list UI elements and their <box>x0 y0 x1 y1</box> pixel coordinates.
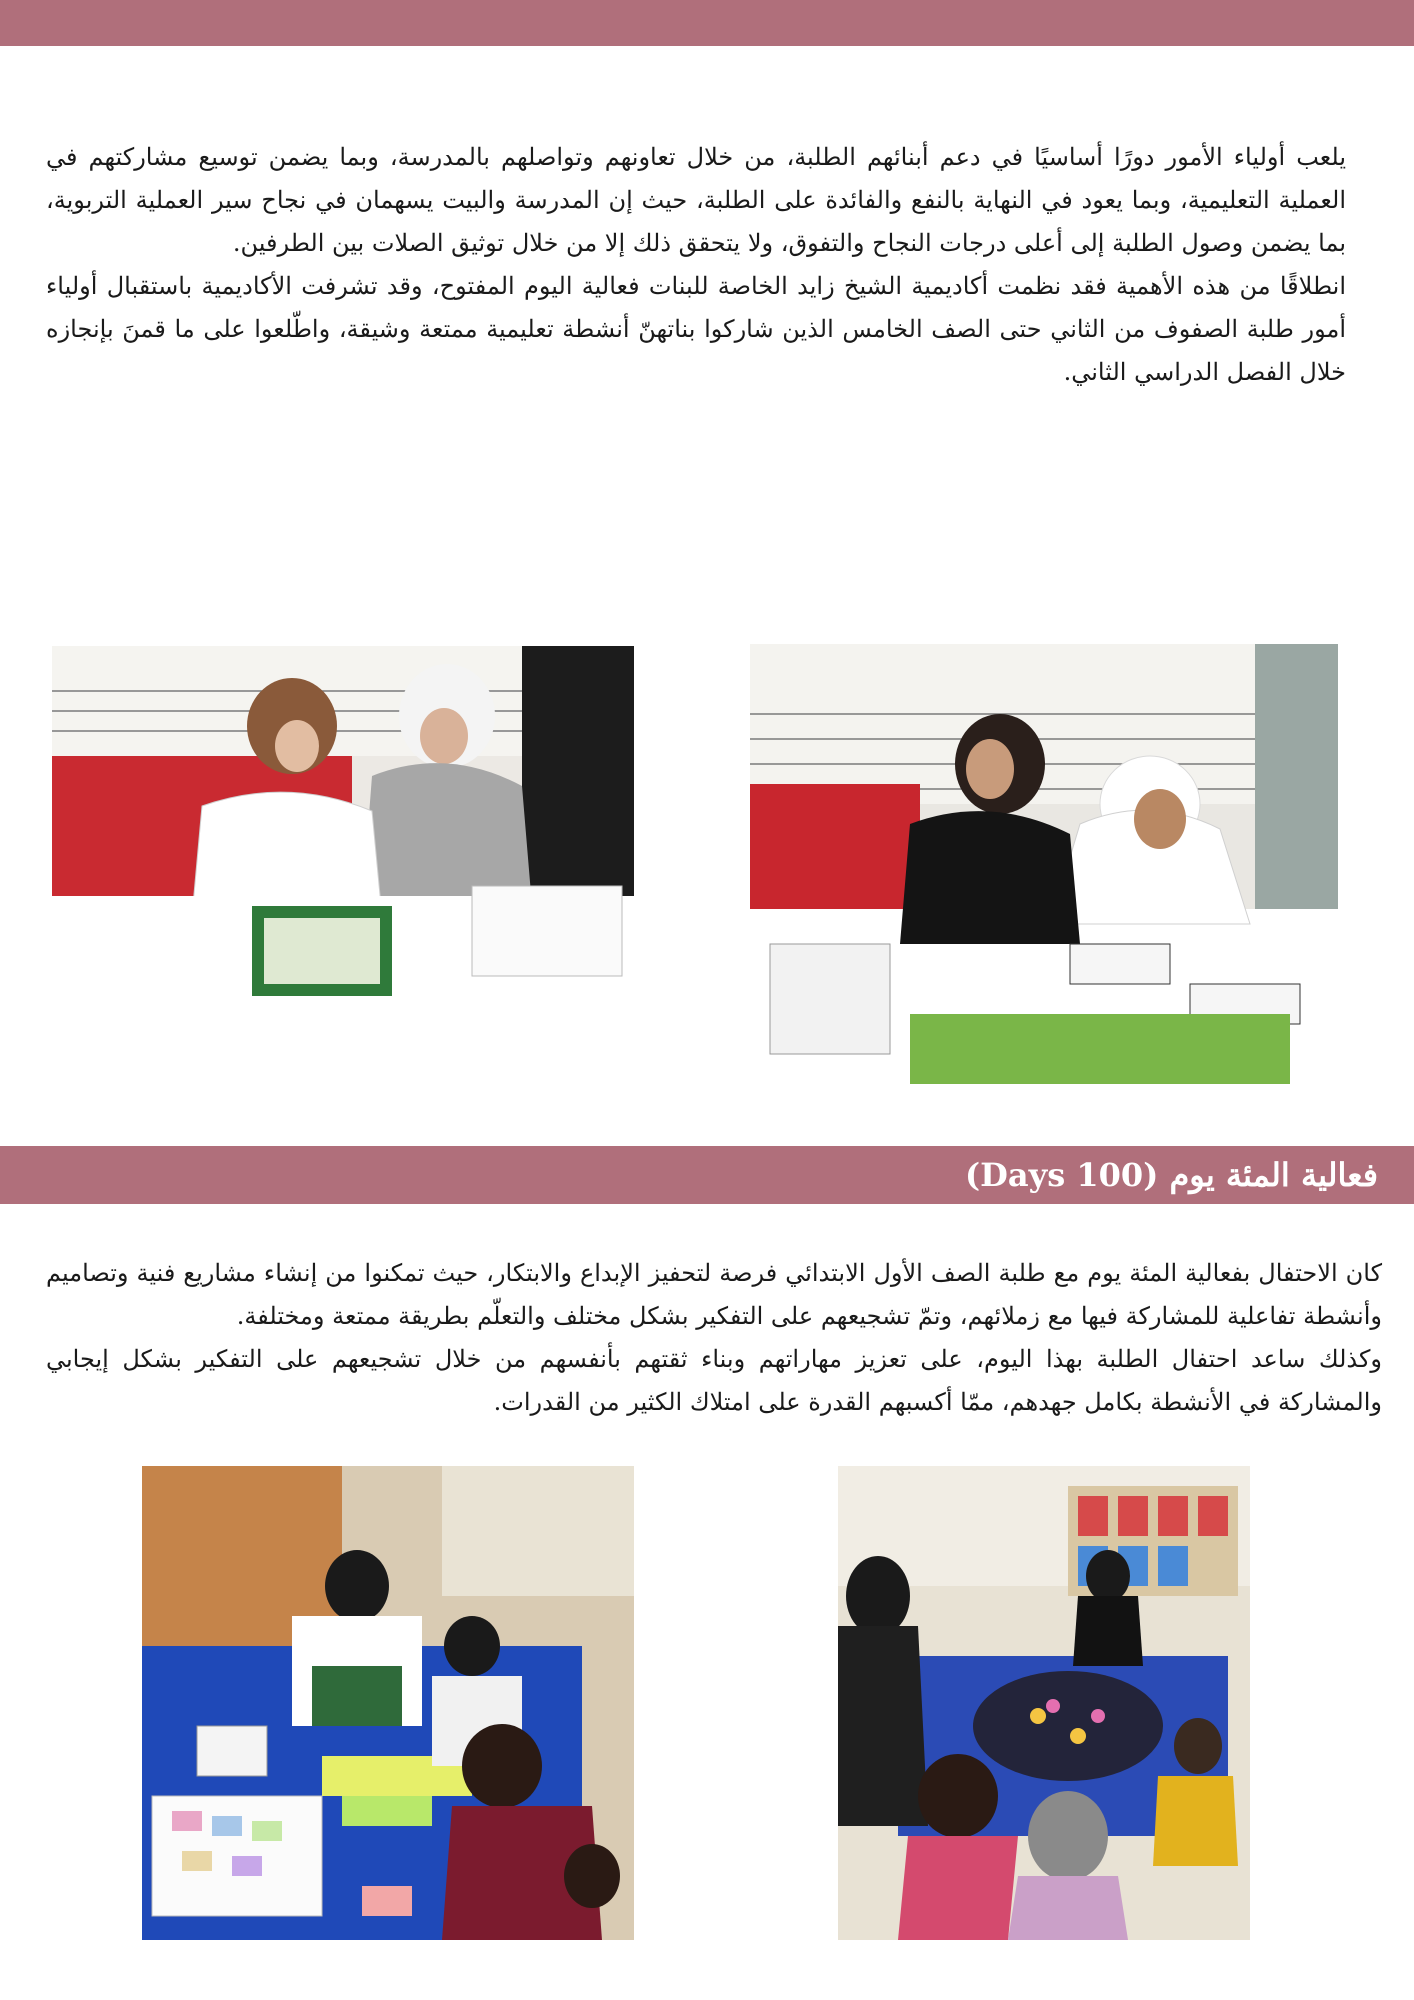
photo-students-group-project <box>838 1466 1250 1940</box>
days-text-block <box>46 1252 1382 1424</box>
intro-paragraph-2: انطلاقًا من هذه الأهمية فقد نظمت أكاديمية الشيخ زايد الخاصة للبنات فعالية اليوم المفتوح، وقد تشرفت الأكاديمية باستقبال أولياء أمور طلبة الصفوف من الثاني حتى الصف الخامس الذين شاركوا بناتهنّ أنشطة تعليمية ممتعة وشيقة، واطّلعوا على ما قمنَ بإنجازه خلال الفصل الدراسي الثاني. <box>46 272 1346 386</box>
photo-father-daughter-illustration <box>750 644 1338 1084</box>
days-paragraph-1: كان الاحتفال بفعالية المئة يوم مع طلبة الصف الأول الابتدائي فرصة لتحفيز الإبداع والابتكار، حيث تمكنوا من إنشاء مشاريع فنية وتصاميم وأنشطة تفاعلية للمشاركة فيها مع زملائهم، وتمّ تشجيعهم على التفكير بشكل مختلف والتعلّم بطريقة ممتعة ومختلفة. <box>46 1259 1382 1330</box>
top-color-band <box>0 0 1414 46</box>
intro-paragraph-1: يلعب أولياء الأمور دورًا أساسيًا في دعم أبنائهم الطلبة، من خلال تعاونهم وتواصلهم بالمدرسة، وبما يضمن توسيع مشاركتهم في العملية التعليمية، وبما يعود في النهاية بالنفع والفائدة على الطلبة، حيث إن المدرسة والبيت يسهمان في نجاح سير العملية التربوية، بما يضمن وصول الطلبة إلى أعلى درجات النجاح والتفوق، ولا يتحقق ذلك إلا من خلال توثيق الصلات بين الطرفين. <box>46 143 1346 257</box>
days-paragraph-2: وكذلك ساعد احتفال الطلبة بهذا اليوم، على تعزيز مهاراتهم وبناء ثقتهم بأنفسهم من خلال تشجيعهم على التفكير بشكل إيجابي والمشاركة في الأنشطة بكامل جهدهم، ممّا أكسبهم القدرة على امتلاك الكثير من القدرات. <box>46 1345 1382 1416</box>
photo-father-daughter-reading-cards <box>750 644 1338 1084</box>
intro-text-block <box>46 136 1346 394</box>
photo-mother-daughter-activity <box>52 646 634 1082</box>
photo-mother-daughter-illustration <box>52 646 634 1082</box>
photo-word-cards-illustration <box>142 1466 634 1940</box>
photo-students-word-cards <box>142 1466 634 1940</box>
photo-group-project-illustration <box>838 1466 1250 1940</box>
section-title-100-days: فعالية المئة يوم (Days 100) <box>965 1156 1378 1194</box>
